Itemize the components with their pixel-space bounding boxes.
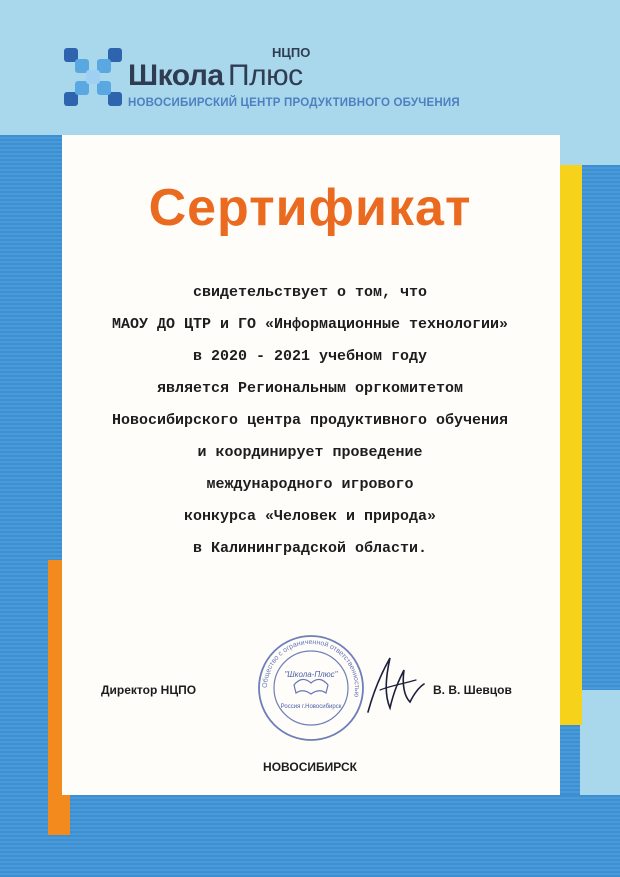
certificate-line-4: является Региональным оргкомитетом bbox=[156, 380, 464, 397]
stamp-bottom-text: Россия г.Новосибирск bbox=[280, 704, 342, 710]
stamp-outer-text: Общество с ограниченной ответственностью bbox=[261, 638, 361, 698]
brand-name-plus: Плюс bbox=[228, 59, 303, 92]
certificate-line-6: и координирует проведение bbox=[197, 444, 423, 461]
stamp-center-text: "Школа-Плюс" bbox=[284, 670, 338, 679]
city-label: НОВОСИБИРСК bbox=[263, 760, 357, 774]
brand-subtitle: НОВОСИБИРСКИЙ ЦЕНТР ПРОДУКТИВНОГО ОБУЧЕНИЯ bbox=[128, 97, 460, 109]
certificate-title: Сертификат bbox=[148, 179, 472, 237]
certificate-line-2: МАОУ ДО ЦТР и ГО «Информационные технологии» bbox=[111, 316, 509, 333]
certificate-line-7: международного игрового bbox=[206, 476, 414, 493]
brand-name-school: Школа bbox=[128, 59, 224, 92]
certificate-line-1: свидетельствует о том, что bbox=[192, 284, 428, 301]
official-stamp-seal bbox=[256, 633, 366, 743]
director-position: Директор НЦПО bbox=[101, 683, 197, 697]
certificate-line-5: Новосибирского центра продуктивного обучения bbox=[111, 412, 509, 429]
background-blue-bottom bbox=[0, 795, 620, 877]
certificate-line-9: в Калининградской области. bbox=[192, 540, 428, 557]
brand-org-label: НЦПО bbox=[272, 45, 311, 60]
certificate-line-8: конкурса «Человек и природа» bbox=[183, 508, 437, 525]
director-name: В. В. Шевцов bbox=[433, 683, 512, 697]
certificate-line-3: в 2020 - 2021 учебном году bbox=[192, 348, 428, 365]
handwritten-signature bbox=[360, 650, 430, 720]
school-plus-logo-icon bbox=[62, 46, 124, 108]
background-light-blue-right bbox=[580, 690, 620, 795]
